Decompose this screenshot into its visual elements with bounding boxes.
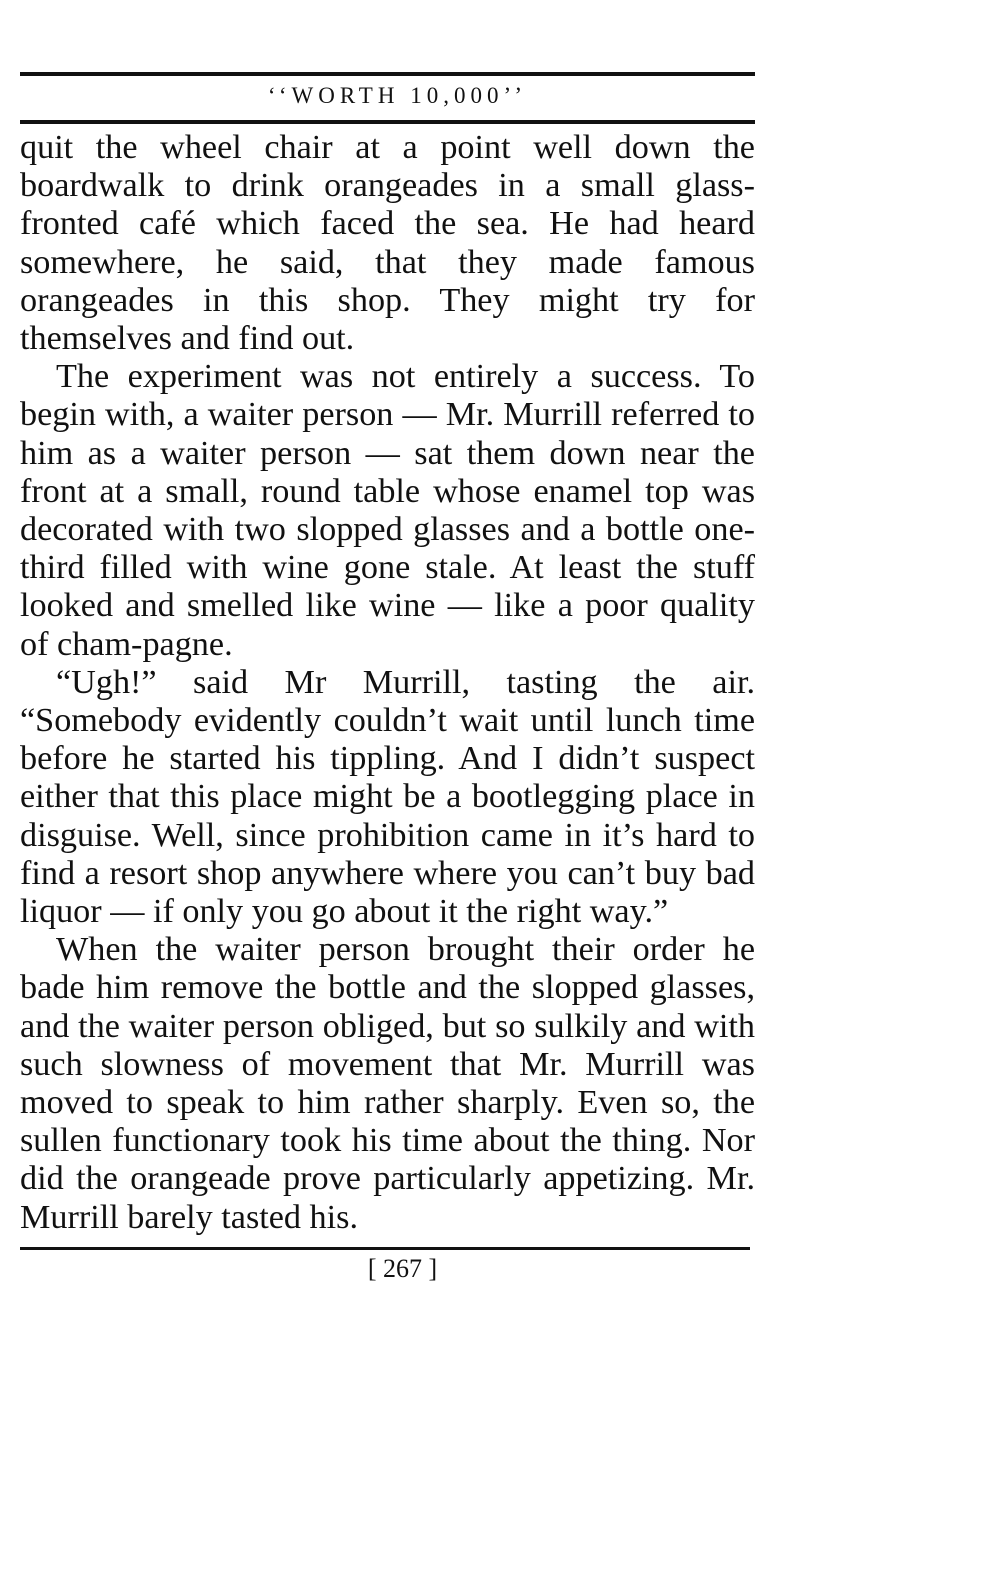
paragraph-4: When the waiter person brought their order he bade him remove the bottle and the slopped glasses, and the waiter person obliged, but so sulkily and with such slowness of movement that Mr. Murrill was moved to speak to him rather sharply. Even so, the sullen functionary took his time about the thing. Nor did the orangeade prove particularly appetizing. Mr. Murrill barely tasted his. (20, 931, 755, 1236)
body-text (20, 129, 755, 1237)
paragraph-2: The experiment was not entirely a success. To begin with, a waiter person — Mr. Murrill referred to him as a waiter person — sat them down near the front at a small, round table whose enamel top was decorated with two slopped glasses and a bottle one-third filled with wine gone stale. At least the stuff looked and smelled like wine — like a poor quality of cham-pagne. (20, 358, 755, 663)
paragraph-1: quit the wheel chair at a point well down the boardwalk to drink orangeades in a small glass-fronted café which faced the sea. He had heard somewhere, he said, that they made famous orangeades in this shop. They might try for themselves and find out. (20, 129, 755, 358)
running-head: ‘‘WORTH 10,000’’ (267, 83, 528, 108)
page-number: [ 267 ] (367, 1253, 438, 1283)
book-page (20, 72, 755, 1286)
footer-rule (20, 1247, 750, 1250)
paragraph-3: “Ugh!” said Mr Murrill, tasting the air. “Somebody evidently couldn’t wait until lunch time before he started his tippling. And I didn’t suspect either that this place might be a bootlegging place in disguise. Well, since prohibition came in it’s hard to find a resort shop anywhere where you can’t buy bad liquor — if only you go about it the right way.” (20, 663, 755, 931)
header-bottom-rule (20, 120, 755, 124)
